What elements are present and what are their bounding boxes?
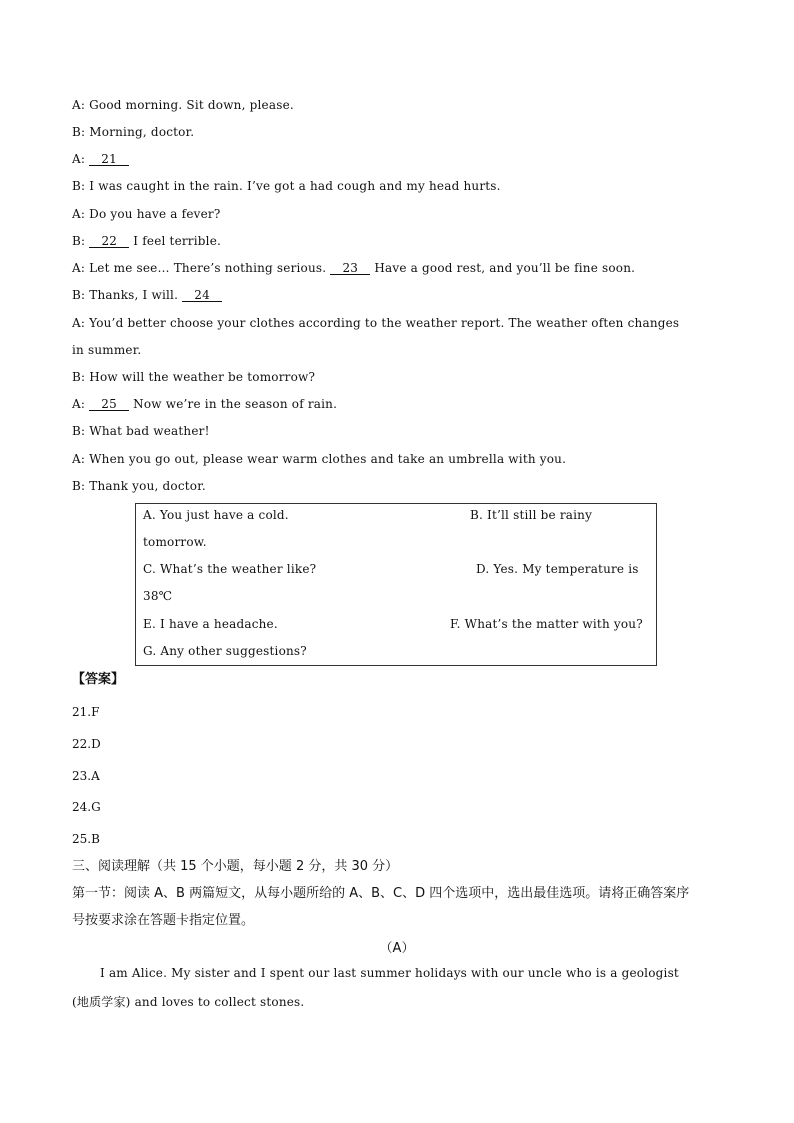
option-g: G. Any other suggestions? — [143, 644, 307, 658]
option-d: D. Yes. My temperature is — [476, 562, 639, 576]
option-e: E. I have a headache. — [143, 617, 278, 631]
dialogue-line-2: B: Morning, doctor. — [72, 125, 195, 139]
section-instruction-2: 号按要求涂在答题卡指定位置。 — [72, 913, 255, 928]
dialogue-line-9: A: You’d better choose your clothes according to the weather report. The weather often changes — [72, 316, 680, 330]
dialogue-line-9-cont: in summer. — [72, 343, 142, 357]
options-box — [135, 503, 657, 666]
blank-24: 24 — [182, 289, 222, 302]
option-b-cont: tomorrow. — [143, 535, 207, 549]
blank-25: 25 — [89, 398, 129, 411]
dialogue-line-8: B: Thanks, I will. 24 — [72, 288, 222, 302]
dialogue-line-3: A: 21 — [72, 152, 129, 166]
dialogue-line-10: B: How will the weather be tomorrow? — [72, 370, 316, 384]
dialogue-line-14: B: Thank you, doctor. — [72, 479, 206, 493]
answer-heading: 【答案】 — [72, 672, 125, 687]
passage-label: （A） — [379, 941, 415, 956]
passage-line-1: I am Alice. My sister and I spent our last summer holidays with our uncle who is a geologist — [100, 966, 679, 980]
option-a: A. You just have a cold. — [143, 508, 289, 522]
dialogue-line-12: B: What bad weather! — [72, 424, 210, 438]
dialogue-line-4: B: I was caught in the rain. I’ve got a had cough and my head hurts. — [72, 179, 501, 193]
answer-24: 24.G — [72, 800, 101, 814]
answer-21: 21.F — [72, 705, 100, 719]
dialogue-line-13: A: When you go out, please wear warm clothes and take an umbrella with you. — [72, 452, 567, 466]
blank-22: 22 — [89, 235, 129, 248]
answer-22: 22.D — [72, 737, 101, 751]
option-d-cont: 38℃ — [143, 589, 173, 603]
passage-line-2: (地质学家) and loves to collect stones. — [72, 995, 305, 1009]
dialogue-line-1: A: Good morning. Sit down, please. — [72, 98, 294, 112]
blank-21: 21 — [89, 153, 129, 166]
dialogue-line-5: A: Do you have a fever? — [72, 207, 221, 221]
section-title: 三、阅读理解（共 15 个小题，每小题 2 分，共 30 分） — [72, 859, 399, 874]
dialogue-line-7: A: Let me see… There’s nothing serious. 23 Have a good rest, and you’ll be fine soon. — [72, 261, 636, 275]
answer-25: 25.B — [72, 832, 100, 846]
blank-23: 23 — [330, 262, 370, 275]
option-f: F. What’s the matter with you? — [450, 617, 643, 631]
dialogue-line-11: A: 25 Now we’re in the season of rain. — [72, 397, 338, 411]
dialogue-line-6: B: 22 I feel terrible. — [72, 234, 222, 248]
option-c: C. What’s the weather like? — [143, 562, 317, 576]
option-b: B. It’ll still be rainy — [470, 508, 593, 522]
section-instruction-1: 第一节：阅读 A、B 两篇短文，从每小题所给的 A、B、C、D 四个选项中，选出最佳选项。请将正确答案序 — [72, 886, 690, 901]
answer-23: 23.A — [72, 769, 100, 783]
